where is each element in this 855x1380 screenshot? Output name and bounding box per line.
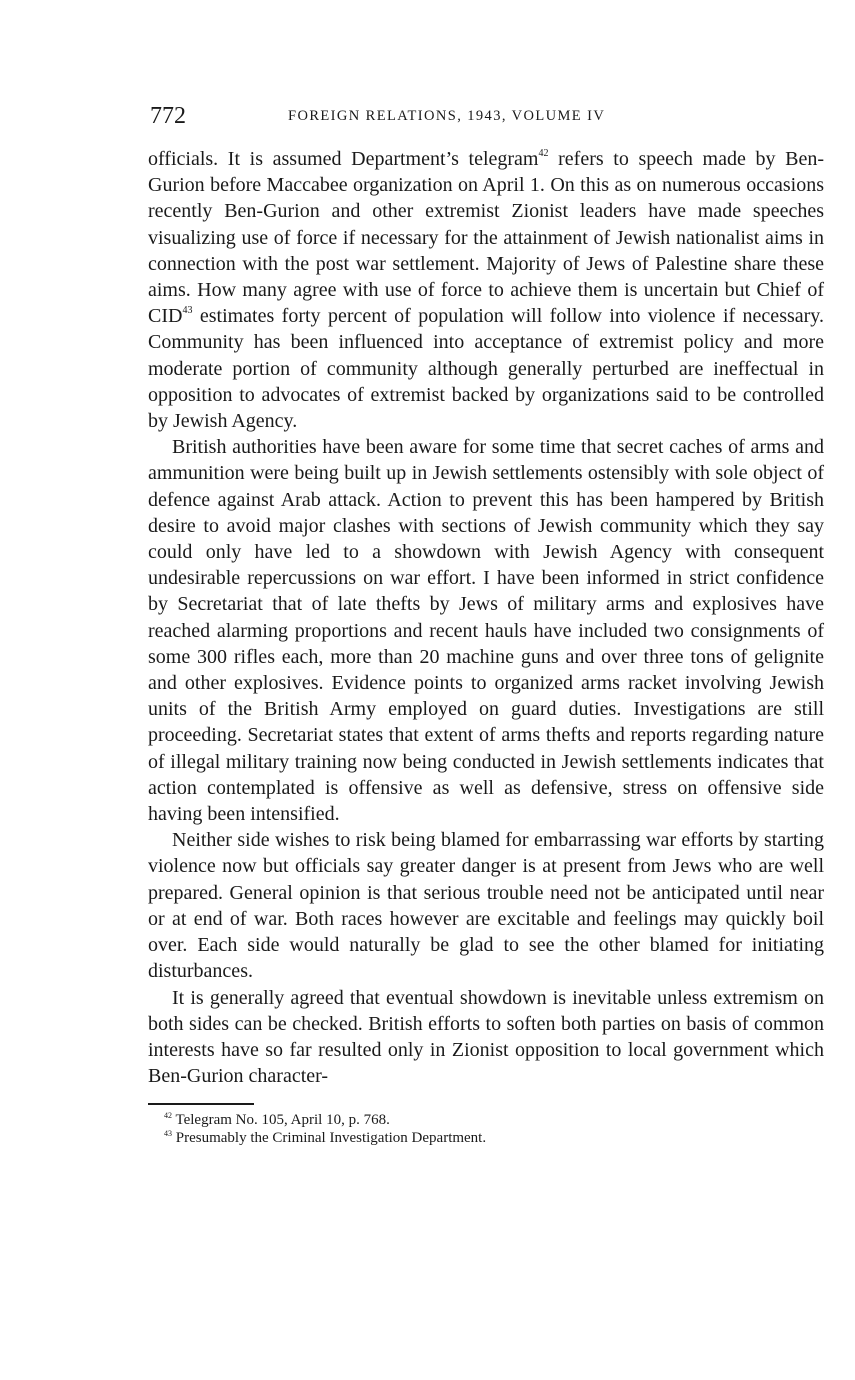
footnote-ref-42: 42 [538, 148, 549, 159]
footnote-42 [148, 1111, 824, 1129]
paragraph-1-text-a: officials. It is assumed Department’s telegram [148, 148, 539, 170]
body-text [148, 146, 824, 1089]
footnote-42-marker: 42 [164, 1111, 172, 1121]
page-number: 772 [150, 103, 186, 129]
footnote-42-text: Telegram No. 105, April 10, p. 768. [172, 1112, 390, 1129]
paragraph-3: Neither side wishes to risk being blamed for embarrassing war efforts by starting violence now but officials say greater danger is at present from Jews who are well prepared. General opinion is that serious trouble need not be anticipated until near or at end of war. Both races however are excitable and feelings may quickly boil over. Each side would naturally be glad to see the other blamed for initiating disturbances. [148, 829, 824, 983]
footnote-ref-43: 43 [182, 305, 193, 317]
running-header [148, 96, 824, 136]
paragraph-2: British authorities have been aware for some time that secret caches of arms and ammunition were being built up in Jewish settlements ostensibly with sole object of defence against Arab attack. Action to prevent this has been hampered by British desire to avoid major clashes with sections of Jewish community which they say could only have led to a showdown with Jewish Agency with consequent undesirable repercussions on war effort. I have been informed in strict confidence by Secretariat that of late thefts by Jews of military arms and explosives have reached alarming proportions and recent hauls have included two consignments of some 300 rifles each, more than 20 machine guns and over three tons of gelignite and other explosives. Evidence points to organized arms racket involving Jewish units of the British Army employed on guard duties. Investigations are still proceeding. Secretariat states that extent of arms thefts and reports regarding nature of illegal military training now being conducted in Jewish settlements indicates that action contemplated is offensive as well as defensive, stress on offensive side having been intensified. [148, 436, 824, 826]
footnote-43-marker: 43 [164, 1129, 172, 1139]
footnote-divider [148, 1103, 254, 1105]
running-title: FOREIGN RELATIONS, 1943, VOLUME IV [288, 108, 606, 124]
paragraph-4: It is generally agreed that eventual showdown is inevitable unless extremism on both sides can be checked. British efforts to soften both parties on basis of common interests have so far resulted only in Zionist opposition to local government which Ben-Gurion character- [148, 986, 824, 1088]
document-page [148, 96, 824, 1147]
paragraph-1 [148, 146, 824, 434]
footnote-43 [148, 1129, 824, 1147]
footnote-43-text: Presumably the Criminal Investigation Department. [172, 1130, 487, 1147]
paragraph-1-text-b: refers to speech made by Ben-Gurion before Maccabee organization on April 1. On this as on numerous occasions recently Ben-Gurion and other extremist Zionist leaders have made speeches visualizing use of force if necessary for the attainment of Jewish nationalist aims in connection with the post war settlement. Majority of Jews of Palestine share these aims. How many agree with use of force to achieve them is uncertain but Chief of CID [148, 148, 824, 328]
paragraph-1-text-c: estimates forty percent of population will follow into violence if necessary. Community has been influenced into acceptance of extremist policy and more moderate portion of community although generally perturbed are ineffectual in opposition to advocates of extremist backed by organizations said to be controlled by Jewish Agency. [148, 305, 824, 433]
footnotes [148, 1111, 824, 1147]
